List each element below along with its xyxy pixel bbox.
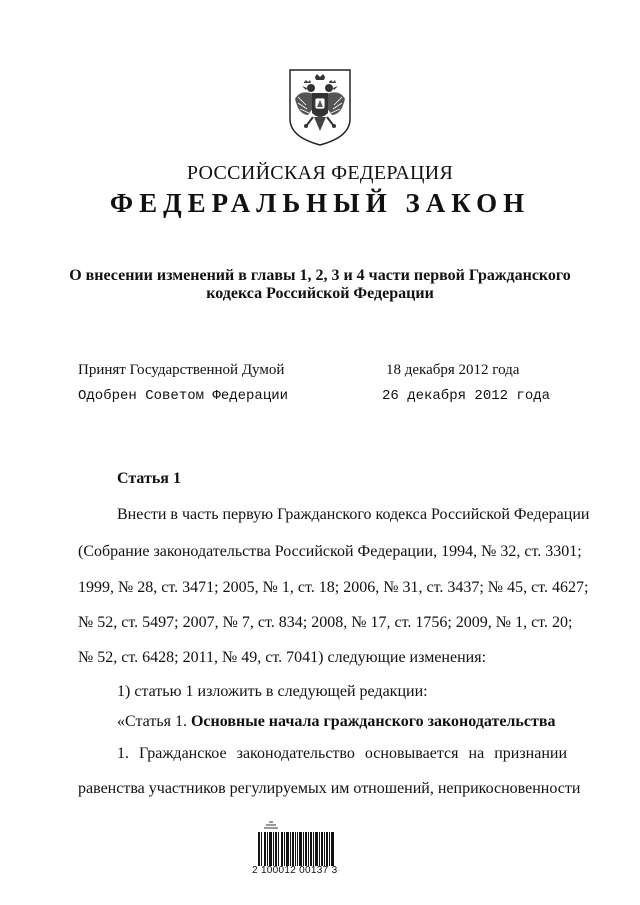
article-heading: Статья 1: [117, 470, 181, 487]
law-type-heading: ФЕДЕРАЛЬНЫЙ ЗАКОН: [109, 188, 531, 218]
quoted-article-title: Основные начала гражданского законодательства: [190, 713, 556, 730]
law-title-line1: О внесении изменений в главы 1, 2, 3 и 4 части первой Гражданского: [69, 267, 571, 284]
amendment-item-1: 1) статью 1 изложить в следующей редакции:: [117, 683, 428, 700]
quoted-article-number: «Статья 1.: [117, 713, 187, 730]
barcode-icon: [258, 832, 334, 866]
article-line-4: № 52, ст. 5497; 2007, № 7, ст. 834; 2008, № 17, ст. 1756; 2009, № 1, ст. 20;: [78, 614, 573, 631]
duma-adoption-date: 18 декабря 2012 года: [386, 362, 520, 378]
article-line-2: (Собрание законодательства Российской Федерации, 1994, № 32, ст. 3301;: [78, 543, 582, 560]
stamp-mark-icon: [262, 820, 280, 830]
barcode-number: 2 100012 00137 3: [252, 865, 338, 876]
country-name: РОССИЙСКАЯ ФЕДЕРАЦИЯ: [186, 162, 454, 184]
coat-of-arms-icon: [286, 67, 354, 147]
article-line-1: Внести в часть первую Гражданского кодекса Российской Федерации: [117, 506, 590, 523]
quoted-article-heading: [117, 713, 555, 731]
article-line-5: № 52, ст. 6428; 2011, № 49, ст. 7041) следующие изменения:: [78, 649, 487, 666]
council-approval-label: Одобрен Советом Федерации: [78, 388, 289, 404]
law-title-line2: кодекса Российской Федерации: [206, 285, 434, 302]
paragraph-1-line-2: равенства участников регулируемых им отношений, неприкосновенности: [78, 780, 581, 797]
paragraph-1-line-1: 1. Гражданское законодательство основывается на признании: [117, 745, 567, 762]
law-title: [60, 267, 580, 303]
article-line-3: 1999, № 28, ст. 3471; 2005, № 1, ст. 18; 2006, № 31, ст. 3437; № 45, ст. 4627;: [78, 579, 589, 596]
council-approval-date: 26 декабря 2012 года: [382, 388, 551, 404]
duma-adoption-label: Принят Государственной Думой: [78, 362, 285, 378]
